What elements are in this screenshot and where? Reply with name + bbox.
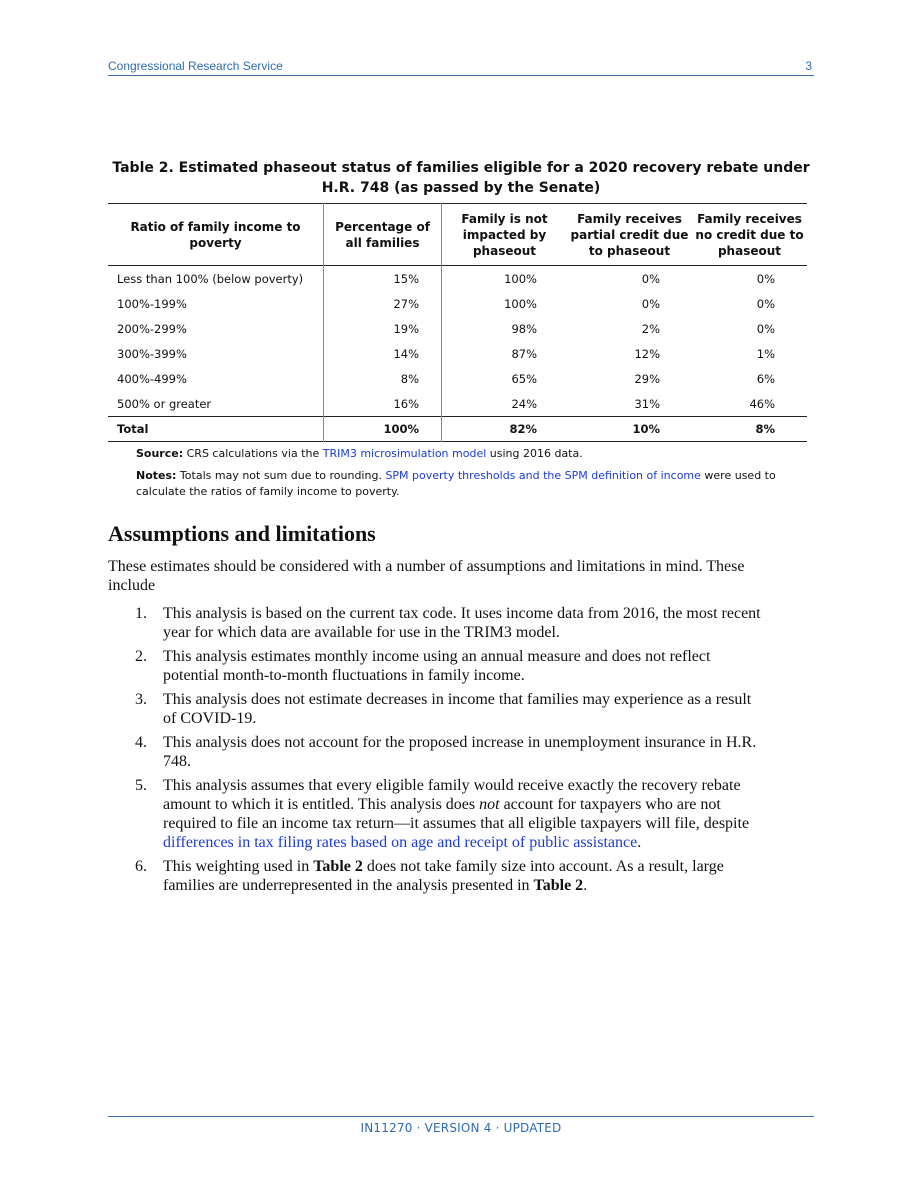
table-cell: 6% [756,371,775,386]
column-header: Family receives no credit due to phaseout [695,211,804,258]
table-source-note [136,446,796,462]
table-total-row [108,417,807,442]
header-org: Congressional Research Service [108,59,283,73]
phaseout-table [108,203,807,442]
table-cell: 0% [756,296,775,311]
list-number: 5. [135,777,147,794]
table-cell: 100%-199% [108,291,324,316]
table-row [108,316,807,341]
list-item [108,857,788,895]
page-number: 3 [805,59,812,73]
list-number: 1. [135,605,147,622]
table-cell: 500% or greater [108,391,324,417]
list-text [163,857,763,895]
list-number: 2. [135,648,147,665]
list-item [108,733,788,771]
table-cell: 10% [632,422,660,436]
table-cell: 46% [749,396,775,411]
table-cell: 300%-399% [108,341,324,366]
list-text-part: does not take family size into account. As a result, large families are underrepresented in the analysis presented in [163,858,724,894]
list-text-part: This weighting used in [163,858,314,875]
table-caption [108,158,814,198]
trim3-link[interactable]: TRIM3 microsimulation model [322,447,487,460]
table-cell: 0% [641,296,660,311]
table-cell: 12% [634,346,660,361]
list-item [108,604,788,642]
column-header: Ratio of family income to poverty [108,204,324,266]
table-cell: 24% [511,396,537,411]
notes-label: Notes: [136,469,177,482]
table-cell: 400%-499% [108,366,324,391]
table-cell: 8% [324,366,442,391]
list-item [108,647,788,685]
filing-rates-link[interactable]: differences in tax filing rates based on age and receipt of public assistance [163,834,638,851]
list-text-part: account for taxpayers who are not required to file an income tax return—it assumes that all eligible taxpayers will file, despite [163,796,750,832]
list-item [108,690,788,728]
table-cell: Total [108,417,324,442]
list-text-part: . [637,834,642,851]
page-footer: IN11270 · VERSION 4 · UPDATED [108,1116,814,1135]
list-text [163,776,763,852]
table-cell: 15% [324,266,442,292]
section-heading: Assumptions and limitations [108,521,376,546]
table-cell: 98% [511,321,537,336]
table-cell: 29% [634,371,660,386]
list-text: This analysis does not account for the proposed increase in unemployment insurance in H.R. 748. [163,734,757,770]
table-reference: Table 2 [313,858,363,875]
table-cell: 31% [634,396,660,411]
table-cell: 19% [324,316,442,341]
table-cell: 14% [324,341,442,366]
source-text: CRS calculations via the [183,447,323,460]
list-number: 6. [135,858,147,875]
table-cell: 0% [756,321,775,336]
list-text: This analysis is based on the current tax code. It uses income data from 2016, the most recent year for which data are available for use in the TRIM3 model. [163,605,761,641]
source-text: using 2016 data. [486,447,583,460]
table-row [108,291,807,316]
notes-text: were used to calculate the ratios of family income to poverty. [136,469,776,498]
assumptions-list [108,604,788,900]
table-cell: 16% [324,391,442,417]
table-cell: 0% [756,271,775,286]
list-text-emphasis: not [479,796,500,813]
list-text-part: . [583,877,588,894]
table-cell: 2% [641,321,660,336]
list-text-part: This analysis assumes that every eligible family would receive exactly the recovery rebate amount to which it is entitled. This analysis does [163,777,741,813]
table-cell: 200%-299% [108,316,324,341]
table-cell: 100% [504,296,537,311]
notes-text: Totals may not sum due to rounding. [176,469,386,482]
table-cell: 65% [511,371,537,386]
section-intro: These estimates should be considered with a number of assumptions and limitations in mind. These include [108,558,745,594]
list-number: 4. [135,734,147,751]
list-item [108,776,788,852]
table-cell: 8% [755,422,775,436]
table-cell: 27% [324,291,442,316]
table-header-row [108,204,807,266]
source-label: Source: [136,447,184,460]
spm-link[interactable]: SPM poverty thresholds and the SPM definition of income [385,469,701,482]
table-row [108,266,807,292]
table-cell: 0% [641,271,660,286]
list-text: This analysis does not estimate decreases in income that families may experience as a result of COVID-19. [163,691,752,727]
table-row [108,366,807,391]
column-header: Family is not impacted by phaseout [461,211,548,258]
table-notes [136,468,796,500]
table-reference: Table 2 [533,877,584,894]
list-text: This analysis estimates monthly income using an annual measure and does not reflect potential month-to-month fluctuations in family income. [163,648,711,684]
table-cell: 82% [509,422,537,436]
table-row [108,391,807,417]
column-header: Family receives partial credit due to phaseout [570,211,689,258]
list-number: 3. [135,691,147,708]
table-row [108,341,807,366]
table-cell: 1% [756,346,775,361]
column-header: Percentage of all families [324,204,442,266]
table-cell: 100% [504,271,537,286]
table-caption-line1: Table 2. Estimated phaseout status of families eligible for a 2020 recovery rebate under [112,160,810,176]
table-cell: 87% [511,346,537,361]
page-header [108,58,814,76]
table-caption-line2: H.R. 748 (as passed by the Senate) [321,180,601,196]
table-cell: 100% [324,417,442,442]
table-cell: Less than 100% (below poverty) [108,266,324,292]
